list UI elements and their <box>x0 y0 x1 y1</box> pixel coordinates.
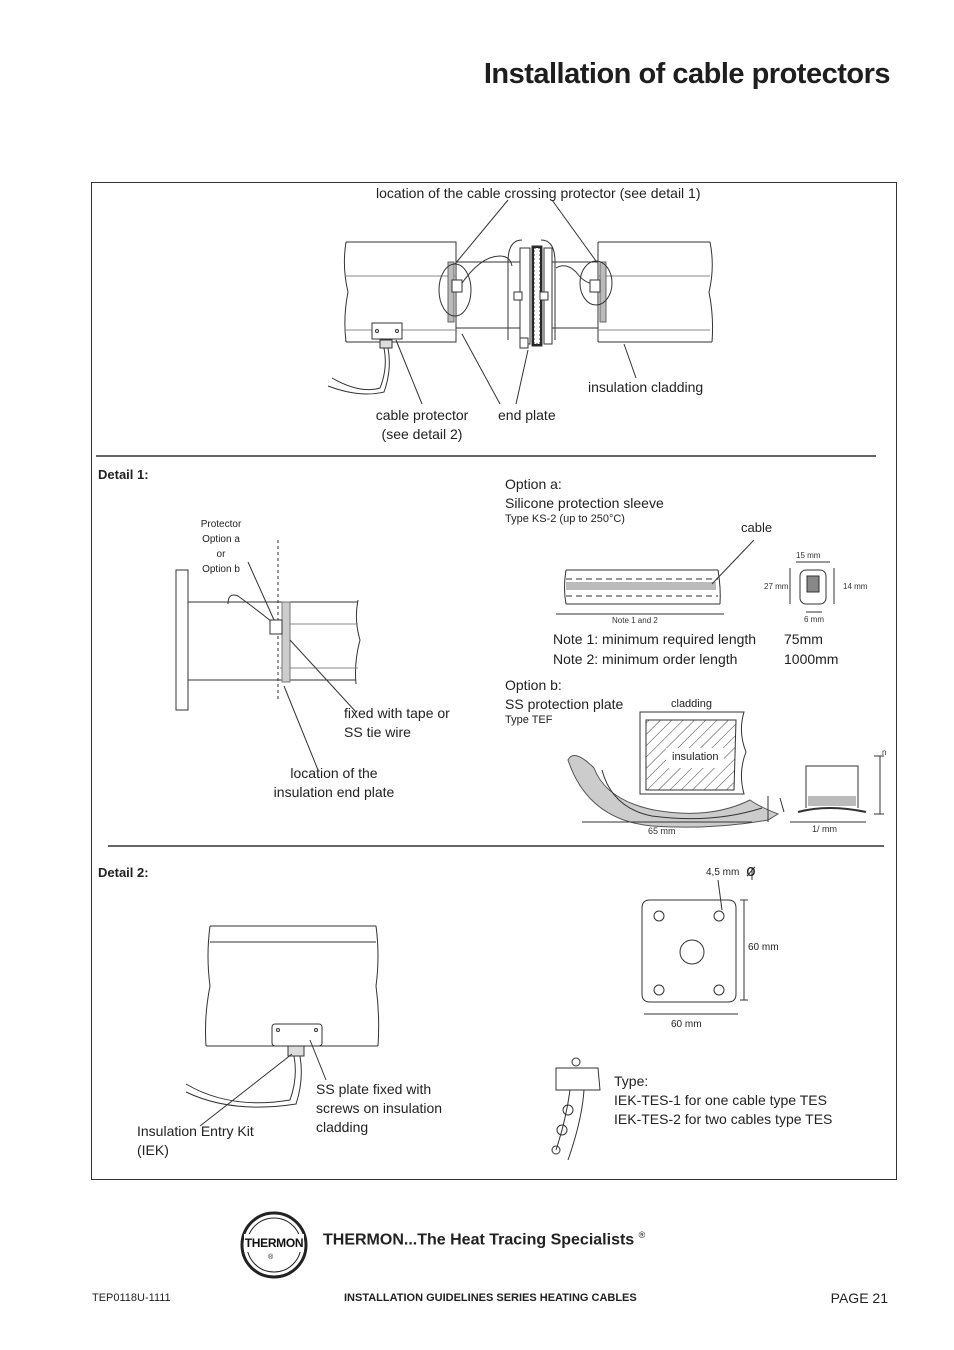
doc-title: INSTALLATION GUIDELINES SERIES HEATING CABLES <box>344 1292 637 1304</box>
fixed-line1: fixed with tape or <box>344 705 450 721</box>
protector-line2: Option a <box>202 534 240 545</box>
dim-65mm: 65 mm <box>648 826 676 836</box>
type-line2: IEK-TES-2 for two cables type TES <box>614 1111 833 1127</box>
option-b-subtitle: SS protection plate <box>505 696 624 712</box>
end-plate-location-label <box>262 764 406 802</box>
dim-27mm: 27 mm <box>764 582 789 591</box>
ss-line2: screws on insulation <box>316 1100 443 1116</box>
cable-label: cable <box>741 520 773 535</box>
iek-line2: (IEK) <box>137 1142 169 1158</box>
cable-protector-label <box>362 406 482 444</box>
logo-registered: ® <box>268 1254 274 1261</box>
note1-value: 75mm <box>784 631 823 647</box>
ss-line3: cladding <box>316 1119 369 1135</box>
dim-n: n <box>882 748 887 757</box>
option-a-subtitle: Silicone protection sleeve <box>505 495 664 511</box>
cable-protector-line2: (see detail 2) <box>381 426 463 442</box>
dim-14mm: 14 mm <box>843 582 868 591</box>
doc-code: TEP0118U-1111 <box>92 1292 171 1304</box>
overview-pipe-drawing <box>328 200 713 404</box>
iek-line1: Insulation Entry Kit <box>137 1123 254 1139</box>
option-b-drawing <box>568 712 887 827</box>
dim-17mm: 1/ mm <box>812 824 838 834</box>
note2-value: 1000mm <box>784 651 839 667</box>
detail1-heading: Detail 1: <box>98 467 149 482</box>
location-line2: insulation end plate <box>273 784 395 800</box>
cable-protector-line1: cable protector <box>375 407 469 423</box>
protector-options-label <box>190 517 252 577</box>
option-a-drawing <box>556 540 834 614</box>
detail2-heading: Detail 2: <box>98 865 149 880</box>
tagline-registered: ® <box>638 1230 646 1240</box>
page-title: Installation of cable protectors <box>483 58 890 90</box>
protector-line1: Protector <box>200 519 242 530</box>
ss-line1: SS plate fixed with <box>316 1081 432 1097</box>
iek-label <box>137 1122 254 1160</box>
note2-text: Note 2: minimum order length <box>553 651 738 667</box>
option-a-type: Type KS-2 (up to 250°C) <box>505 513 625 525</box>
note1-text: Note 1: minimum required length <box>553 631 757 647</box>
ss-plate-label <box>316 1080 442 1137</box>
fixed-line2: SS tie wire <box>344 724 411 740</box>
fixed-with-tape-label <box>344 704 450 742</box>
cladding-label: cladding <box>671 698 712 710</box>
option-b-type: Type TEF <box>505 714 553 726</box>
plate-drawing <box>642 868 752 1014</box>
dim-plate-width: 60 mm <box>671 1019 702 1030</box>
svg-text:ø: ø <box>746 861 756 880</box>
type-title: Type: <box>614 1073 649 1089</box>
dim-plate-height: 60 mm <box>748 942 779 953</box>
protector-line4: Option b <box>202 564 240 575</box>
tagline-text: THERMON...The Heat Tracing Specialists <box>323 1231 635 1249</box>
insulation-cladding-label: insulation cladding <box>588 379 704 395</box>
tagline <box>323 1230 645 1249</box>
insulation-label: insulation <box>672 751 719 763</box>
option-b-title: Option b: <box>505 677 562 693</box>
dim-6mm: 6 mm <box>804 615 824 624</box>
type-line1: IEK-TES-1 for one cable type TES <box>614 1092 827 1108</box>
option-a-title: Option a: <box>505 476 562 492</box>
end-plate-label: end plate <box>498 407 556 423</box>
dim-15mm: 15 mm <box>796 551 821 560</box>
logo-text: THERMON <box>244 1236 304 1250</box>
location-line1: location of the <box>290 765 378 781</box>
dim-hole: 4,5 mm <box>706 867 740 878</box>
page-number: PAGE 21 <box>830 1290 888 1306</box>
crossing-location-label: location of the cable crossing protector (see detail 1) <box>376 185 701 201</box>
entry-kit-drawing <box>552 1058 600 1160</box>
note-1-and-2-label: Note 1 and 2 <box>612 616 658 625</box>
type-list <box>614 1072 832 1129</box>
protector-line3: or <box>216 549 226 560</box>
